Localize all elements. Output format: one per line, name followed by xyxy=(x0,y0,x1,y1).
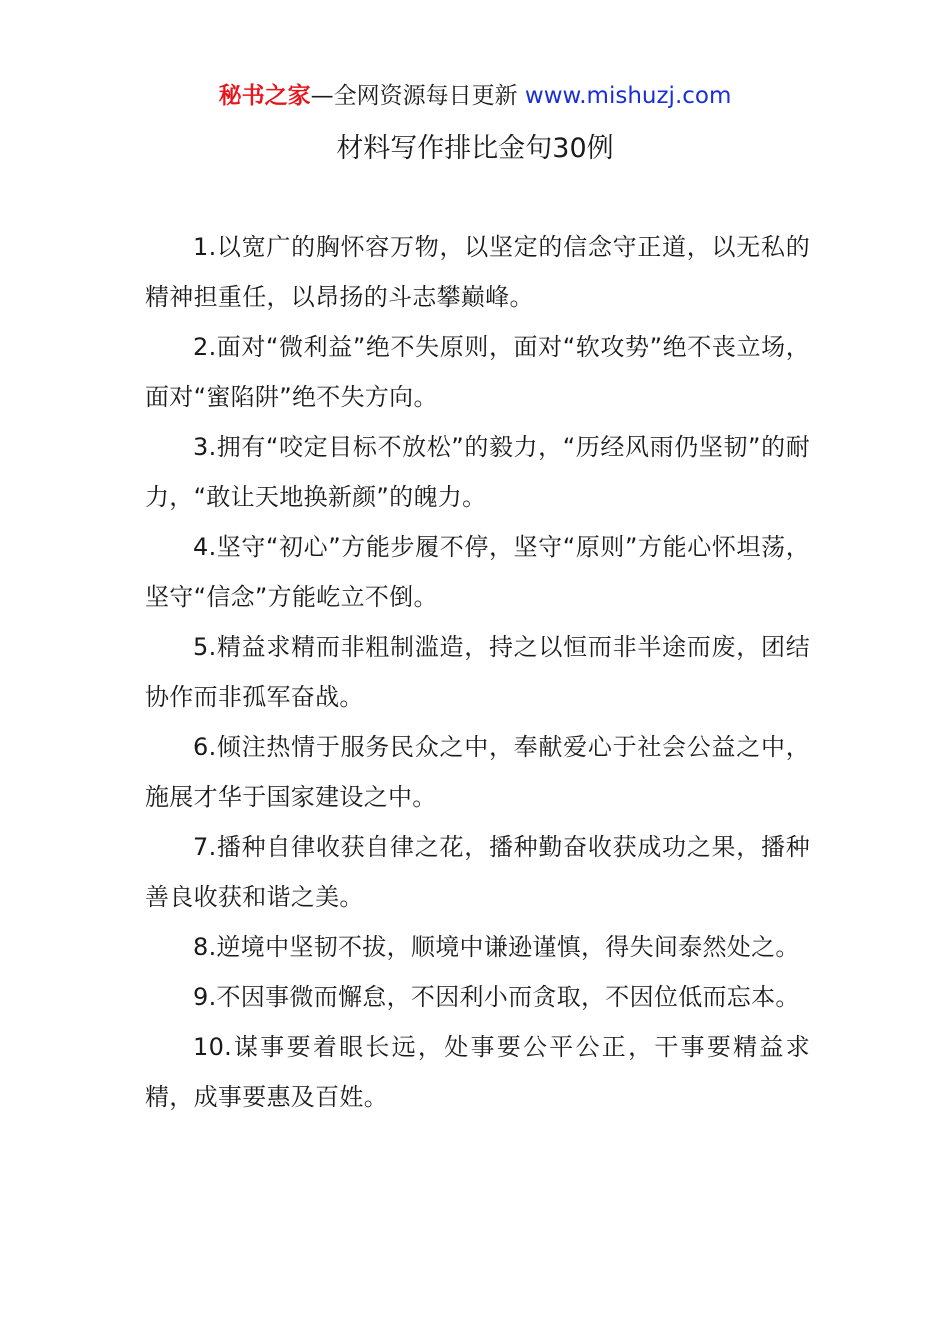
paragraph-7: 7.播种自律收获自律之花，播种勤奋收获成功之果，播种善良收获和谐之美。 xyxy=(145,833,810,911)
paragraph-2: 2.面对“微利益”绝不失原则，面对“软攻势”绝不丧立场，面对“蜜陷阱”绝不失方向。 xyxy=(145,333,810,411)
paragraph-8: 8.逆境中坚韧不拔，顺境中谦逊谨慎，得失间泰然处之。 xyxy=(193,933,800,961)
header-tagline: —全网资源每日更新 xyxy=(310,83,518,109)
site-url-link[interactable]: www.mishuzj.com xyxy=(524,83,732,109)
brand-name: 秘书之家 xyxy=(218,83,311,109)
paragraph-9: 9.不因事微而懈怠，不因利小而贪取，不因位低而忘本。 xyxy=(193,983,800,1011)
paragraph-3: 3.拥有“咬定目标不放松”的毅力，“历经风雨仍坚韧”的耐力，“敢让天地换新颜”的魄力。 xyxy=(145,433,810,511)
document-title: 材料写作排比金句30例 xyxy=(336,133,614,164)
paragraph-4: 4.坚守“初心”方能步履不停，坚守“原则”方能心怀坦荡，坚守“信念”方能屹立不倒。 xyxy=(145,533,810,611)
paragraph-10: 10.谋事要着眼长远，处事要公平公正，干事要精益求精，成事要惠及百姓。 xyxy=(145,1033,810,1111)
document-body xyxy=(145,222,810,1122)
paragraph-1: 1.以宽广的胸怀容万物，以坚定的信念守正道，以无私的精神担重任，以昂扬的斗志攀巅峰。 xyxy=(145,233,810,311)
paragraph-5: 5.精益求精而非粗制滥造，持之以恒而非半途而废，团结协作而非孤军奋战。 xyxy=(145,633,810,711)
paragraph-6: 6.倾注热情于服务民众之中，奉献爱心于社会公益之中，施展才华于国家建设之中。 xyxy=(145,733,810,811)
site-header xyxy=(0,80,950,112)
